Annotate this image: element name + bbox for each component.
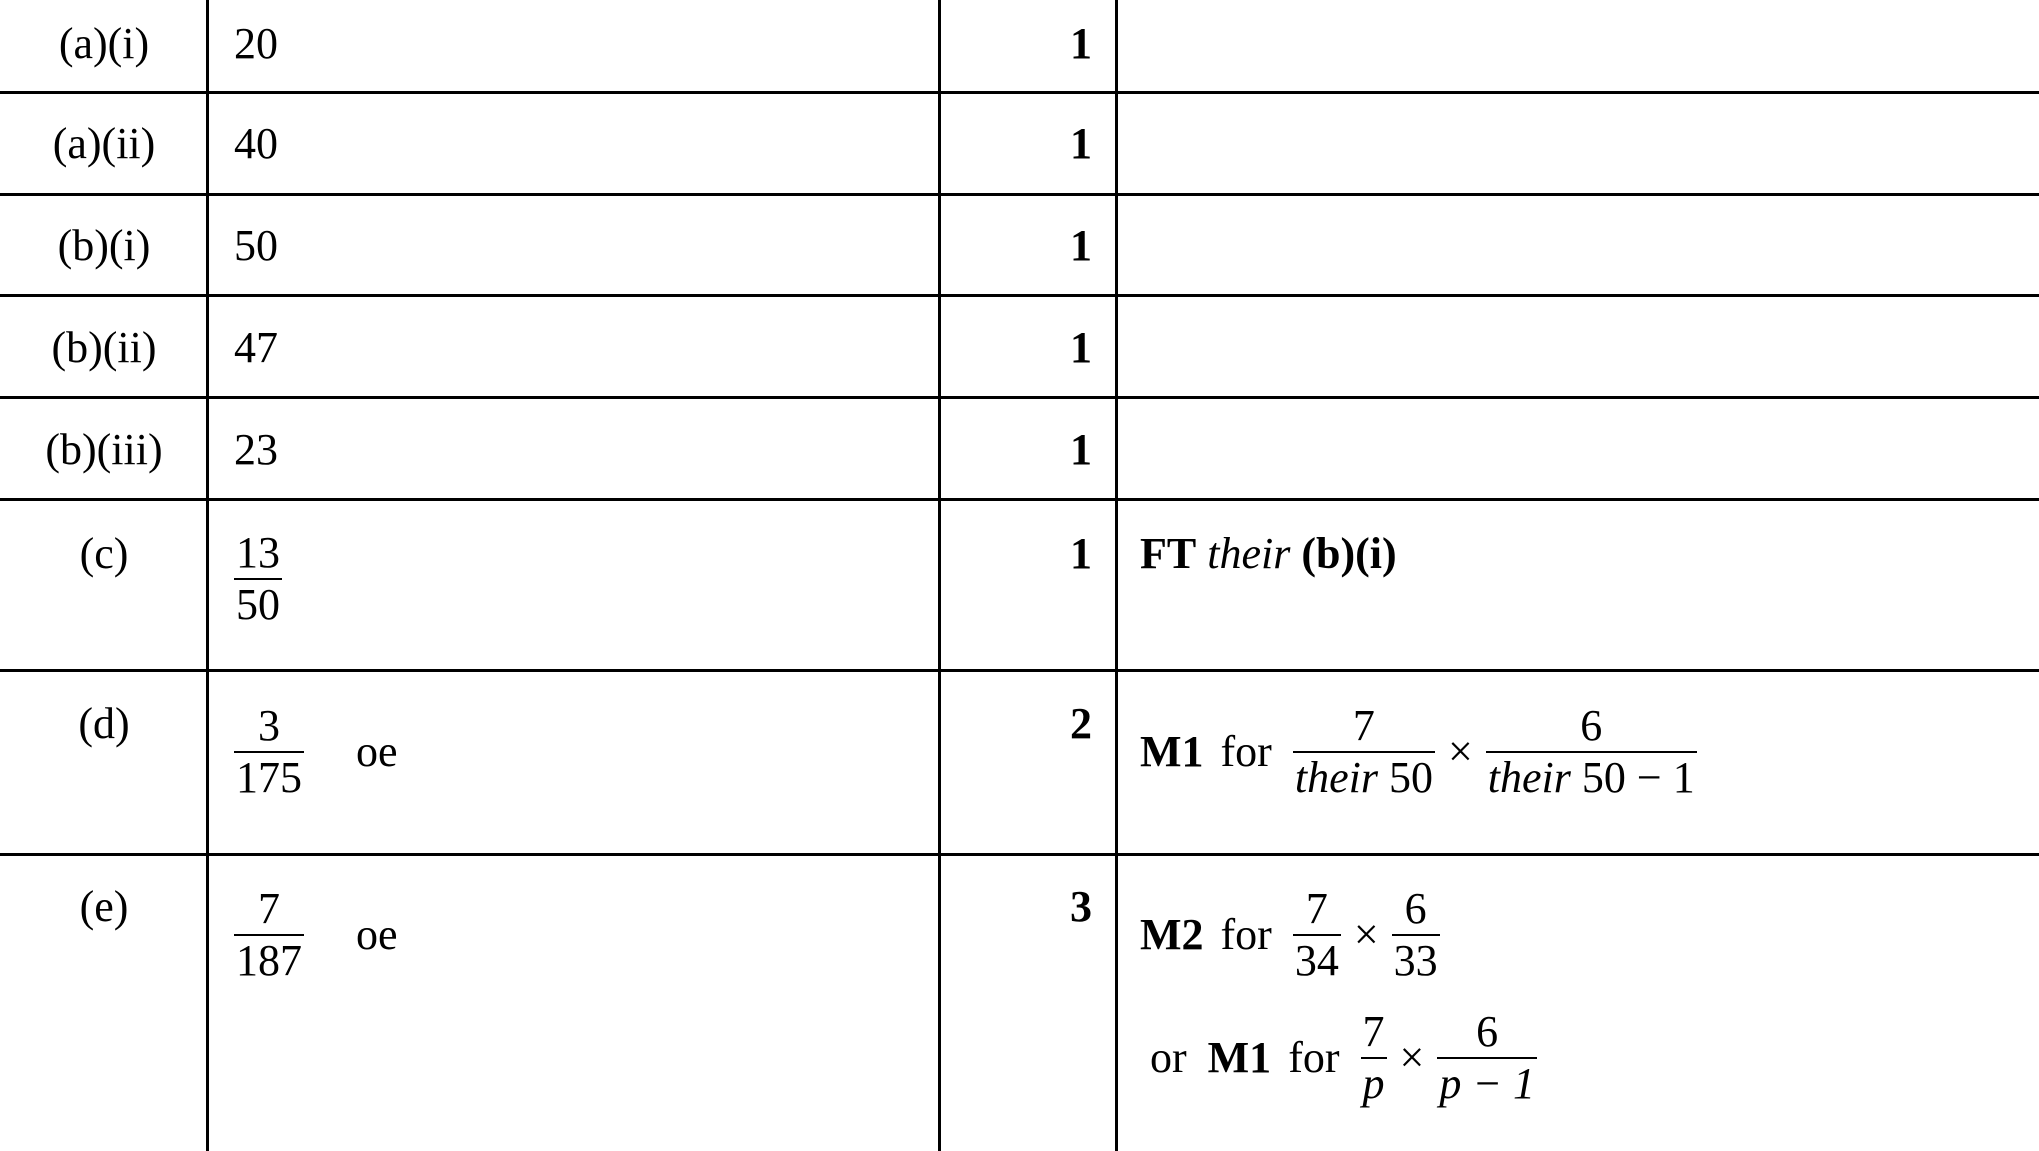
row-divider [0,498,2039,501]
denominator: their 50 − 1 [1487,753,1695,802]
answer-fraction [234,703,304,801]
mark: 1 [1070,425,1092,474]
part-label: (a)(ii) [52,119,156,168]
mark: 1 [1070,323,1092,372]
answer-suffix: oe [356,910,398,959]
answer [234,703,398,801]
method-code: M2 [1140,910,1204,959]
part-label: (a)(i) [58,19,150,68]
mark: 1 [1070,19,1092,68]
guidance-fraction [1486,703,1697,801]
numerator: 3 [258,701,280,750]
row-divider [0,193,2039,196]
denominator: 50 [236,580,280,629]
numerator: 6 [1404,884,1427,933]
mark: 1 [1070,529,1092,578]
for-label: for [1288,1033,1340,1082]
guidance-fraction [1392,886,1440,984]
numerator: 7 [1362,1007,1385,1056]
denominator: p [1362,1059,1385,1108]
part-label: (e) [79,882,129,931]
or-label: or [1150,1033,1187,1082]
answer [234,530,282,628]
answer: 20 [234,19,278,68]
row-divider [0,396,2039,399]
answer-fraction [234,886,304,984]
numerator: 7 [1305,884,1328,933]
reference-part: (b)(i) [1301,529,1397,578]
denominator: p − 1 [1439,1059,1536,1108]
denominator: 33 [1393,936,1438,985]
method-code: M1 [1207,1033,1272,1082]
numerator: 6 [1476,1007,1499,1056]
times-sign: × [1447,727,1473,776]
denominator: their 50 [1294,753,1433,802]
mark: 1 [1070,119,1092,168]
guidance-fraction [1293,886,1341,984]
column-divider [1115,0,1118,1151]
guidance [1140,529,1397,578]
answer [234,886,398,984]
guidance [1140,703,1697,801]
row-divider [0,669,2039,672]
answer: 50 [234,221,278,270]
row-divider [0,294,2039,297]
mark: 2 [1070,699,1092,748]
row-divider [0,853,2039,856]
mark: 3 [1070,882,1092,931]
mark: 1 [1070,221,1092,270]
numerator: 7 [258,884,280,933]
denominator: 175 [236,753,302,802]
numerator: 6 [1580,701,1603,750]
part-label: (b)(ii) [51,323,157,372]
ft-label: FT [1140,529,1197,578]
guidance-line-1 [1140,886,1440,984]
numerator: 7 [1352,701,1375,750]
times-sign: × [1353,910,1379,959]
answer: 47 [234,323,278,372]
guidance-fraction [1437,1009,1537,1107]
method-code: M1 [1140,727,1204,776]
times-sign: × [1399,1033,1425,1082]
their-label: their [1207,529,1291,578]
guidance-line-2 [1150,1009,1537,1107]
part-label: (c) [79,529,129,578]
denominator: 187 [236,936,302,985]
part-label: (d) [78,699,130,748]
part-label: (b)(i) [57,221,151,270]
part-label: (b)(iii) [45,425,163,474]
denominator: 34 [1294,936,1339,985]
answer: 23 [234,425,278,474]
row-divider [0,91,2039,94]
guidance-fraction [1293,703,1435,801]
guidance-fraction [1361,1009,1387,1107]
for-label: for [1220,727,1272,776]
for-label: for [1220,910,1272,959]
answer: 40 [234,119,278,168]
answer-fraction [234,530,282,628]
answer-suffix: oe [356,727,398,776]
numerator: 13 [236,528,280,577]
